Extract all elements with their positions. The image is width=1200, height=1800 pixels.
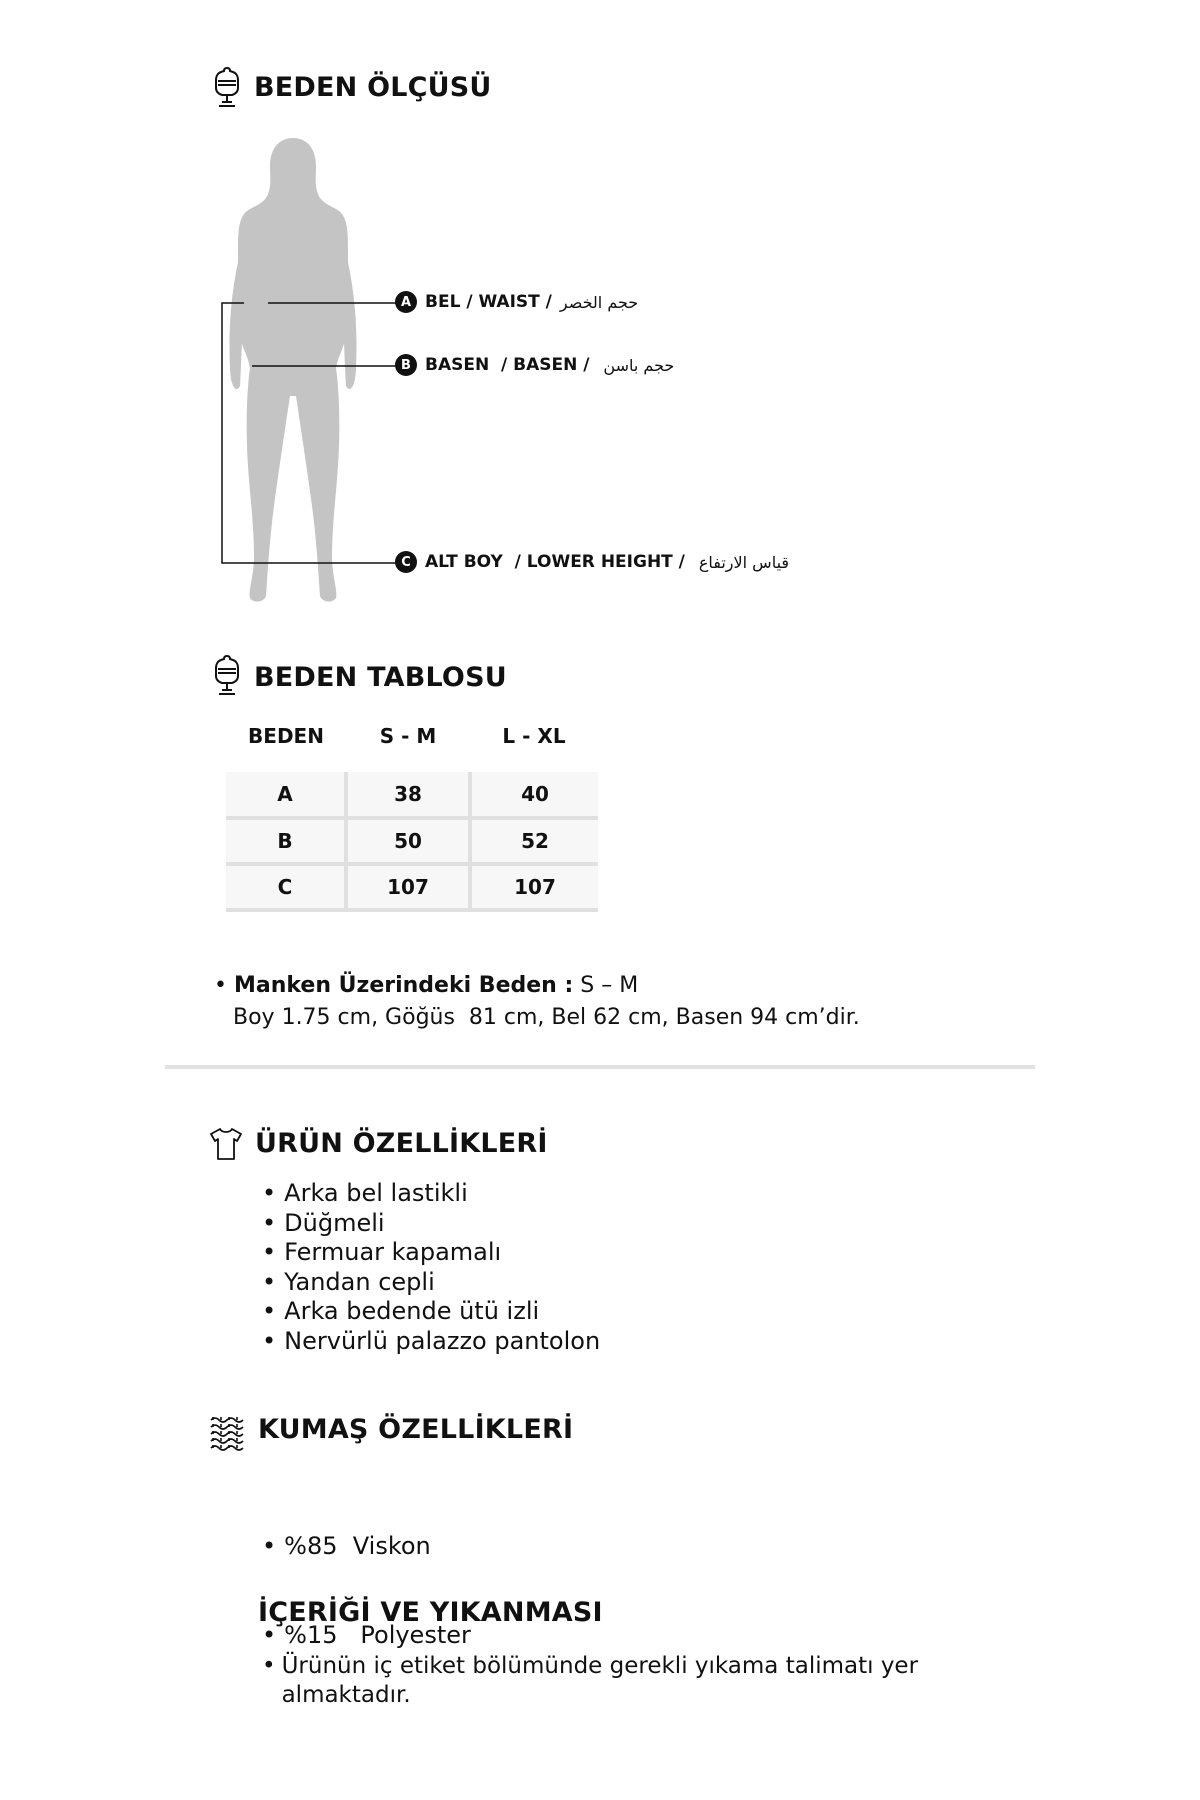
bullet: •: [262, 1653, 276, 1679]
header-size: BEDEN: [248, 724, 324, 748]
care-text: Ürünün iç etiket bölümünde gerekli yıkama talimatı yer almaktadır.: [281, 1653, 919, 1708]
label-lower-height: [395, 551, 789, 573]
list-item: • Fermuar kapamalı: [262, 1238, 600, 1268]
table-cell: 107: [346, 864, 470, 910]
row-label: B: [226, 818, 346, 864]
table-cell: 40: [470, 772, 598, 818]
list-item: • Arka bel lastikli: [262, 1179, 600, 1209]
section-divider: [165, 1065, 1035, 1069]
header-l-xl: L - XL: [502, 724, 566, 748]
table-cell: 50: [346, 818, 470, 864]
list-item: • Arka bedende ütü izli: [262, 1297, 600, 1327]
badge-b: B: [395, 354, 417, 376]
fabric-features-title: KUMAŞ ÖZELLİKLERİ: [258, 1414, 574, 1445]
table-cell: 38: [346, 772, 470, 818]
label-waist: [395, 291, 638, 313]
fabric-features-list: [262, 1473, 471, 1680]
model-size-label: Manken Üzerindeki Beden :: [233, 973, 574, 998]
mannequin-icon: [212, 66, 242, 110]
product-features-title: ÜRÜN ÖZELLİKLERİ: [255, 1128, 548, 1159]
label-lower-height-text: ALT BOY / LOWER HEIGHT /: [425, 552, 691, 572]
label-waist-text: BEL / WAIST /: [425, 292, 552, 312]
list-item: • Yandan cepli: [262, 1268, 600, 1298]
size-table-title: BEDEN TABLOSU: [254, 662, 507, 693]
row-label: A: [226, 772, 346, 818]
tshirt-icon: [208, 1126, 244, 1162]
table-row: [226, 818, 598, 864]
row-label: C: [226, 864, 346, 910]
bullet: •: [214, 973, 227, 998]
list-item: • %15 Polyester: [262, 1621, 471, 1651]
badge-c: C: [395, 551, 417, 573]
table-row: [226, 772, 598, 818]
label-hip: [395, 354, 674, 376]
model-size-note: [214, 970, 860, 1034]
table-row: [226, 864, 598, 910]
size-guide-title: BEDEN ÖLÇÜSÜ: [254, 72, 492, 103]
badge-a: A: [395, 291, 417, 313]
label-lower-height-arabic: قياس الارتفاع: [698, 552, 790, 572]
label-hip-arabic: حجم باسن: [603, 355, 675, 375]
list-item: • %85 Viskon: [262, 1532, 471, 1562]
measurement-lines: [220, 298, 420, 572]
size-table-header: [226, 724, 598, 772]
product-features-list: [262, 1179, 600, 1356]
fabric-texture-icon: [207, 1414, 245, 1452]
care-title: İÇERİĞİ VE YIKANMASI: [258, 1597, 603, 1628]
mannequin-icon: [212, 654, 242, 698]
model-measurements: Boy 1.75 cm, Göğüs 81 cm, Bel 62 cm, Basen 94 cm’dir.: [233, 1005, 860, 1030]
care-instructions: [262, 1652, 962, 1710]
size-table: [226, 724, 598, 912]
header-s-m: S - M: [379, 724, 437, 748]
label-waist-arabic: حجم الخصر: [559, 292, 639, 312]
list-item: • Nervürlü palazzo pantolon: [262, 1327, 600, 1357]
label-hip-text: BASEN / BASEN /: [425, 355, 596, 375]
model-size-value: S – M: [580, 973, 639, 998]
table-cell: 52: [470, 818, 598, 864]
list-item: • Düğmeli: [262, 1209, 600, 1239]
table-cell: 107: [470, 864, 598, 910]
